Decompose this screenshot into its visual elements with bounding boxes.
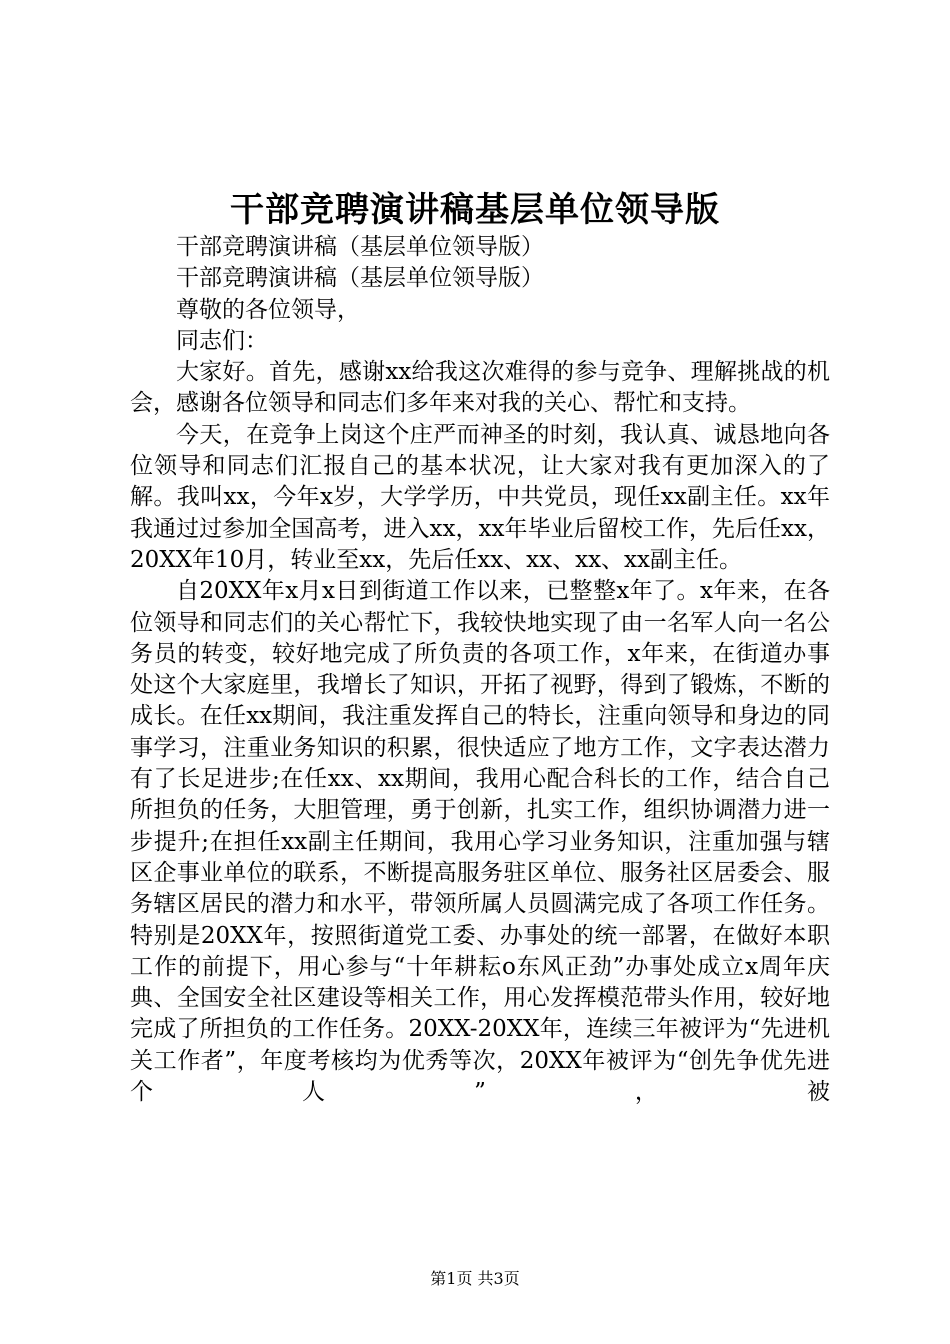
paragraph-work-experience: 自20XX年x月x日到街道工作以来，已整整x年了。x年来，在各位领导和同志们的关心帮忙下，我较快地实现了由一名军人向一名公务员的转变，较好地完成了所负责的各项工作，x年来，在街道办事处这个大家庭里，我增长了知识，开拓了视野，得到了锻炼，不断的成长。在任xx期间，我注重发挥自己的特长，注重向领导和身边的同事学习，注重业务知识的积累，很快适应了地方工作，文字表达潜力有了长足进步;在任xx、xx期间，我用心配合科长的工作，结合自己所担负的任务，大胆管理，勇于创新，扎实工作，组织协调潜力进一步提升;在担任xx副主任期间，我用心学习业务知识，注重加强与辖区企事业单位的联系，不断提高服务驻区单位、服务社区居委会、服务辖区居民的潜力和水平，带领所属人员圆满完成了各项工作任务。特别是20XX年，按照街道党工委、办事处的统一部署，在做好本职工作的前提下，用心参与“十年耕耘o东风正劲”办事处成立x周年庆典、全国安全社区建设等相关工作，用心发挥模范带头作用，较好地完成了所担负的工作任务。20XX-20XX年，连续三年被评为“先进机关工作者”，年度考核均为优秀等次，20XX年被评为“创先争优先进个人”，被 bbox=[130, 578, 830, 1106]
paragraph-greeting: 大家好。首先，感谢xx给我这次难得的参与竞争、理解挑战的机会，感谢各位领导和同志们多年来对我的关心、帮忙和支持。 bbox=[130, 359, 830, 417]
document-body bbox=[130, 232, 830, 1108]
paragraph-salutation-leaders: 尊敬的各位领导， bbox=[176, 296, 360, 323]
page-number-footer: 第1页 共3页 bbox=[430, 1269, 520, 1288]
paragraph-subtitle-2: 干部竞聘演讲稿（基层单位领导版） bbox=[176, 265, 544, 292]
document-title: 干部竞聘演讲稿基层单位领导版 bbox=[230, 190, 720, 230]
paragraph-self-introduction: 今天，在竞争上岗这个庄严而神圣的时刻，我认真、诚恳地向各位领导和同志们汇报自己的基本状况，让大家对我有更加深入的了解。我叫xx，今年x岁，大学学历，中共党员，现任xx副主任。xx年我通过过参加全国高考，进入xx，xx年毕业后留校工作，先后任xx，20XX年10月，转业至xx，先后任xx、xx、xx、xx副主任。 bbox=[130, 421, 830, 573]
paragraph-subtitle-1: 干部竞聘演讲稿（基层单位领导版） bbox=[176, 234, 544, 260]
paragraph-salutation-comrades: 同志们： bbox=[176, 327, 268, 354]
